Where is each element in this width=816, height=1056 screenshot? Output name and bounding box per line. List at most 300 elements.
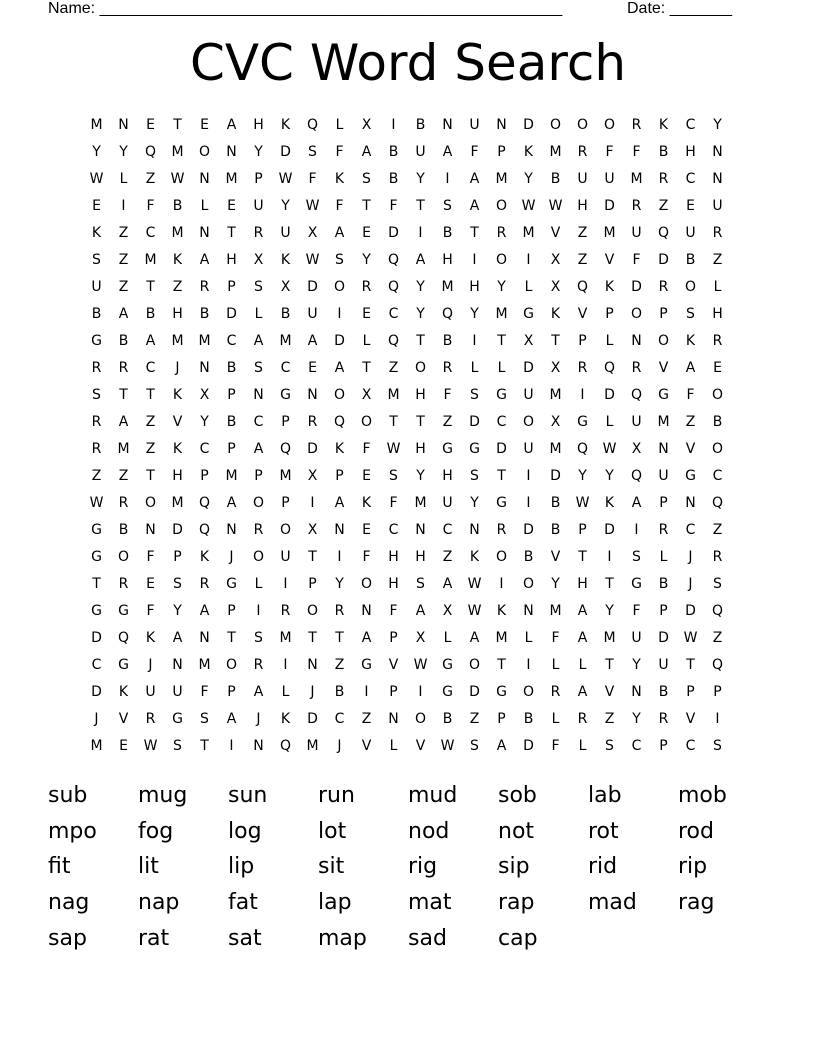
grid-letter[interactable]: K [172, 440, 183, 457]
grid-letter[interactable]: Z [442, 548, 453, 565]
grid-letter[interactable]: O [306, 602, 319, 619]
grid-letter[interactable]: R [118, 359, 129, 376]
grid-letter[interactable]: C [226, 332, 237, 349]
grid-letter[interactable]: X [415, 629, 426, 646]
grid-letter[interactable]: H [415, 386, 426, 403]
grid-letter[interactable]: K [172, 251, 183, 268]
grid-letter[interactable]: L [713, 278, 722, 295]
grid-letter[interactable]: D [307, 710, 318, 727]
grid-letter[interactable]: A [442, 143, 453, 160]
grid-letter[interactable]: D [307, 278, 318, 295]
grid-letter[interactable]: A [253, 440, 264, 457]
grid-letter[interactable]: Z [577, 224, 588, 241]
grid-letter[interactable]: B [334, 683, 345, 700]
grid-letter[interactable]: S [605, 737, 614, 754]
grid-letter[interactable]: H [172, 305, 183, 322]
grid-letter[interactable]: O [711, 386, 724, 403]
grid-letter[interactable]: A [145, 332, 156, 349]
grid-letter[interactable]: K [469, 548, 480, 565]
grid-letter[interactable]: F [632, 602, 641, 619]
grid-letter[interactable]: M [171, 143, 184, 160]
grid-letter[interactable]: Q [441, 305, 454, 322]
grid-letter[interactable]: W [440, 737, 455, 754]
grid-letter[interactable]: P [497, 143, 506, 160]
grid-letter[interactable]: S [443, 197, 452, 214]
grid-letter[interactable]: N [172, 656, 183, 673]
grid-letter[interactable]: R [280, 602, 291, 619]
grid-letter[interactable]: P [686, 683, 695, 700]
grid-letter[interactable]: M [603, 224, 616, 241]
grid-letter[interactable]: O [576, 116, 589, 133]
grid-letter[interactable]: H [226, 251, 237, 268]
grid-letter[interactable]: F [362, 440, 371, 457]
grid-letter[interactable]: O [360, 413, 373, 430]
grid-letter[interactable]: Z [91, 467, 102, 484]
grid-letter[interactable]: R [199, 575, 210, 592]
grid-letter[interactable]: T [227, 629, 236, 646]
grid-letter[interactable]: D [280, 143, 291, 160]
grid-letter[interactable]: B [199, 305, 210, 322]
grid-letter[interactable]: F [389, 197, 398, 214]
grid-letter[interactable]: A [334, 494, 345, 511]
grid-letter[interactable]: A [496, 737, 507, 754]
grid-letter[interactable]: F [551, 737, 560, 754]
grid-letter[interactable]: U [280, 548, 291, 565]
grid-letter[interactable]: D [334, 332, 345, 349]
grid-letter[interactable]: O [603, 116, 616, 133]
grid-letter[interactable]: M [171, 332, 184, 349]
grid-letter[interactable]: B [658, 143, 669, 160]
grid-letter[interactable]: E [119, 737, 128, 754]
grid-letter[interactable]: T [416, 197, 425, 214]
grid-letter[interactable]: N [712, 143, 723, 160]
grid-letter[interactable]: Y [632, 656, 641, 673]
grid-letter[interactable]: S [335, 251, 344, 268]
grid-letter[interactable]: Z [172, 278, 183, 295]
grid-letter[interactable]: E [146, 575, 155, 592]
grid-letter[interactable]: C [91, 656, 102, 673]
grid-letter[interactable]: S [92, 386, 101, 403]
grid-letter[interactable]: K [685, 332, 696, 349]
grid-letter[interactable]: H [415, 440, 426, 457]
grid-letter[interactable]: O [522, 683, 535, 700]
grid-letter[interactable]: T [146, 467, 155, 484]
grid-letter[interactable]: N [631, 683, 642, 700]
grid-letter[interactable]: M [441, 278, 454, 295]
grid-letter[interactable]: B [415, 116, 426, 133]
grid-letter[interactable]: I [283, 656, 288, 673]
grid-letter[interactable]: E [146, 116, 155, 133]
grid-letter[interactable]: O [468, 656, 481, 673]
grid-letter[interactable]: Y [254, 143, 263, 160]
grid-letter[interactable]: C [334, 710, 345, 727]
grid-letter[interactable]: D [496, 440, 507, 457]
grid-letter[interactable]: Q [387, 332, 400, 349]
grid-letter[interactable]: P [227, 278, 236, 295]
grid-letter[interactable]: R [577, 143, 588, 160]
grid-letter[interactable]: M [387, 386, 400, 403]
grid-letter[interactable]: G [361, 656, 372, 673]
grid-letter[interactable]: Y [416, 467, 425, 484]
grid-letter[interactable]: L [362, 332, 371, 349]
grid-letter[interactable]: W [548, 197, 563, 214]
grid-letter[interactable]: Y [362, 251, 371, 268]
grid-letter[interactable]: I [607, 548, 612, 565]
grid-letter[interactable]: M [279, 332, 292, 349]
grid-letter[interactable]: N [442, 116, 453, 133]
grid-letter[interactable]: R [631, 197, 642, 214]
grid-letter[interactable]: Q [279, 440, 292, 457]
grid-letter[interactable]: N [712, 170, 723, 187]
grid-letter[interactable]: T [308, 629, 317, 646]
grid-letter[interactable]: L [551, 710, 560, 727]
grid-letter[interactable]: H [712, 305, 723, 322]
grid-letter[interactable]: N [496, 116, 507, 133]
grid-letter[interactable]: W [305, 251, 320, 268]
grid-letter[interactable]: D [523, 116, 534, 133]
grid-letter[interactable]: P [227, 683, 236, 700]
grid-letter[interactable]: R [658, 170, 669, 187]
grid-letter[interactable]: I [418, 683, 423, 700]
grid-letter[interactable]: V [685, 440, 696, 457]
grid-letter[interactable]: A [361, 143, 372, 160]
grid-letter[interactable]: M [495, 629, 508, 646]
grid-letter[interactable]: D [631, 278, 642, 295]
grid-letter[interactable]: H [388, 548, 399, 565]
grid-letter[interactable]: T [389, 413, 398, 430]
grid-letter[interactable]: Y [173, 602, 182, 619]
grid-letter[interactable]: M [603, 629, 616, 646]
grid-letter[interactable]: O [414, 359, 427, 376]
grid-letter[interactable]: H [577, 197, 588, 214]
grid-letter[interactable]: M [171, 224, 184, 241]
grid-letter[interactable]: W [575, 494, 590, 511]
grid-letter[interactable]: H [685, 143, 696, 160]
grid-letter[interactable]: M [549, 386, 562, 403]
grid-letter[interactable]: K [361, 494, 372, 511]
grid-letter[interactable]: U [307, 305, 318, 322]
grid-letter[interactable]: C [253, 413, 264, 430]
grid-letter[interactable]: O [279, 521, 292, 538]
grid-letter[interactable]: L [254, 305, 263, 322]
grid-letter[interactable]: M [90, 737, 103, 754]
grid-letter[interactable]: Z [712, 629, 723, 646]
grid-letter[interactable]: P [173, 548, 182, 565]
grid-letter[interactable]: M [90, 116, 103, 133]
grid-letter[interactable]: U [577, 170, 588, 187]
grid-letter[interactable]: V [361, 737, 372, 754]
grid-letter[interactable]: M [225, 467, 238, 484]
grid-letter[interactable]: M [495, 170, 508, 187]
grid-letter[interactable]: T [119, 386, 128, 403]
grid-letter[interactable]: I [283, 575, 288, 592]
grid-letter[interactable]: Y [470, 305, 479, 322]
grid-letter[interactable]: G [91, 602, 102, 619]
grid-letter[interactable]: G [496, 683, 507, 700]
grid-letter[interactable]: P [254, 467, 263, 484]
grid-letter[interactable]: O [333, 278, 346, 295]
grid-letter[interactable]: B [172, 197, 183, 214]
grid-letter[interactable]: U [631, 224, 642, 241]
grid-letter[interactable]: O [684, 278, 697, 295]
grid-letter[interactable]: G [658, 386, 669, 403]
grid-letter[interactable]: O [495, 197, 508, 214]
grid-letter[interactable]: M [657, 413, 670, 430]
grid-letter[interactable]: T [551, 332, 560, 349]
grid-letter[interactable]: R [658, 278, 669, 295]
grid-letter[interactable]: F [362, 548, 371, 565]
grid-letter[interactable]: W [467, 575, 482, 592]
grid-letter[interactable]: Q [711, 656, 724, 673]
grid-letter[interactable]: I [256, 602, 261, 619]
grid-letter[interactable]: D [550, 467, 561, 484]
grid-letter[interactable]: A [118, 305, 129, 322]
grid-letter[interactable]: L [119, 170, 128, 187]
grid-letter[interactable]: N [226, 521, 237, 538]
grid-letter[interactable]: P [308, 575, 317, 592]
grid-letter[interactable]: F [632, 251, 641, 268]
grid-letter[interactable]: I [364, 683, 369, 700]
grid-letter[interactable]: L [605, 332, 614, 349]
grid-letter[interactable]: M [630, 170, 643, 187]
grid-letter[interactable]: T [173, 116, 182, 133]
grid-letter[interactable]: A [577, 602, 588, 619]
grid-letter[interactable]: Y [416, 278, 425, 295]
grid-letter[interactable]: E [308, 359, 317, 376]
grid-letter[interactable]: Q [711, 494, 724, 511]
grid-letter[interactable]: C [496, 413, 507, 430]
grid-letter[interactable]: F [146, 602, 155, 619]
grid-letter[interactable]: N [145, 521, 156, 538]
grid-letter[interactable]: X [199, 386, 210, 403]
grid-letter[interactable]: T [146, 278, 155, 295]
grid-letter[interactable]: B [442, 224, 453, 241]
grid-letter[interactable]: C [685, 170, 696, 187]
grid-letter[interactable]: I [499, 575, 504, 592]
grid-letter[interactable]: V [388, 656, 399, 673]
grid-letter[interactable]: N [631, 332, 642, 349]
grid-letter[interactable]: H [442, 251, 453, 268]
grid-letter[interactable]: R [712, 332, 723, 349]
grid-letter[interactable]: R [658, 521, 669, 538]
grid-letter[interactable]: Q [576, 440, 589, 457]
grid-letter[interactable]: Z [118, 467, 129, 484]
grid-letter[interactable]: Z [604, 710, 615, 727]
grid-letter[interactable]: L [524, 278, 533, 295]
grid-letter[interactable]: F [335, 143, 344, 160]
grid-letter[interactable]: Z [145, 440, 156, 457]
grid-letter[interactable]: A [577, 629, 588, 646]
grid-letter[interactable]: N [226, 143, 237, 160]
grid-letter[interactable]: I [580, 386, 585, 403]
grid-letter[interactable]: X [631, 440, 642, 457]
grid-letter[interactable]: V [577, 305, 588, 322]
grid-letter[interactable]: X [307, 467, 318, 484]
grid-letter[interactable]: Q [630, 467, 643, 484]
grid-letter[interactable]: U [442, 494, 453, 511]
grid-letter[interactable]: L [578, 737, 587, 754]
grid-letter[interactable]: A [226, 116, 237, 133]
grid-letter[interactable]: G [91, 548, 102, 565]
grid-letter[interactable]: A [199, 251, 210, 268]
date-field-label[interactable]: Date: _______ [627, 0, 732, 17]
grid-letter[interactable]: M [414, 494, 427, 511]
grid-letter[interactable]: K [280, 710, 291, 727]
grid-letter[interactable]: A [118, 413, 129, 430]
grid-letter[interactable]: D [172, 521, 183, 538]
grid-letter[interactable]: T [497, 656, 506, 673]
grid-letter[interactable]: Z [658, 197, 669, 214]
grid-letter[interactable]: M [279, 629, 292, 646]
grid-letter[interactable]: J [688, 575, 693, 592]
grid-letter[interactable]: F [308, 170, 317, 187]
grid-letter[interactable]: N [253, 737, 264, 754]
grid-letter[interactable]: B [550, 170, 561, 187]
grid-letter[interactable]: O [252, 548, 265, 565]
grid-letter[interactable]: F [551, 629, 560, 646]
grid-letter[interactable]: I [337, 305, 342, 322]
grid-letter[interactable]: M [549, 602, 562, 619]
grid-letter[interactable]: S [632, 548, 641, 565]
grid-letter[interactable]: Y [92, 143, 101, 160]
grid-letter[interactable]: P [659, 602, 668, 619]
grid-letter[interactable]: S [470, 386, 479, 403]
grid-letter[interactable]: Q [144, 143, 157, 160]
grid-letter[interactable]: R [496, 521, 507, 538]
grid-letter[interactable]: G [91, 332, 102, 349]
grid-letter[interactable]: Z [469, 710, 480, 727]
grid-letter[interactable]: Y [200, 413, 209, 430]
grid-letter[interactable]: K [496, 602, 507, 619]
grid-letter[interactable]: E [713, 359, 722, 376]
grid-letter[interactable]: K [523, 143, 534, 160]
grid-letter[interactable]: Z [577, 251, 588, 268]
grid-letter[interactable]: W [89, 494, 104, 511]
grid-letter[interactable]: E [362, 305, 371, 322]
grid-letter[interactable]: G [496, 386, 507, 403]
grid-letter[interactable]: R [91, 359, 102, 376]
grid-letter[interactable]: O [711, 440, 724, 457]
grid-letter[interactable]: H [469, 278, 480, 295]
grid-letter[interactable]: Y [605, 602, 614, 619]
grid-letter[interactable]: Y [524, 170, 533, 187]
grid-letter[interactable]: T [497, 332, 506, 349]
grid-letter[interactable]: Q [387, 278, 400, 295]
grid-letter[interactable]: Z [334, 656, 345, 673]
grid-letter[interactable]: B [550, 521, 561, 538]
grid-letter[interactable]: C [442, 521, 453, 538]
grid-letter[interactable]: W [467, 602, 482, 619]
grid-letter[interactable]: H [415, 548, 426, 565]
grid-letter[interactable]: C [388, 521, 399, 538]
grid-letter[interactable]: E [362, 467, 371, 484]
grid-letter[interactable]: B [388, 170, 399, 187]
grid-letter[interactable]: W [143, 737, 158, 754]
grid-letter[interactable]: J [256, 710, 261, 727]
grid-letter[interactable]: L [605, 413, 614, 430]
grid-letter[interactable]: A [631, 494, 642, 511]
grid-letter[interactable]: K [199, 548, 210, 565]
grid-letter[interactable]: W [305, 197, 320, 214]
grid-letter[interactable]: L [578, 656, 587, 673]
grid-letter[interactable]: Z [361, 710, 372, 727]
grid-letter[interactable]: X [307, 224, 318, 241]
grid-letter[interactable]: P [605, 305, 614, 322]
grid-letter[interactable]: Z [145, 413, 156, 430]
grid-letter[interactable]: G [442, 683, 453, 700]
grid-letter[interactable]: A [172, 629, 183, 646]
grid-letter[interactable]: Q [198, 521, 211, 538]
grid-letter[interactable]: A [442, 575, 453, 592]
grid-letter[interactable]: P [227, 440, 236, 457]
grid-letter[interactable]: Z [145, 170, 156, 187]
grid-letter[interactable]: G [442, 440, 453, 457]
grid-letter[interactable]: L [659, 548, 668, 565]
grid-letter[interactable]: O [333, 386, 346, 403]
grid-letter[interactable]: W [386, 440, 401, 457]
grid-letter[interactable]: S [362, 170, 371, 187]
grid-letter[interactable]: T [497, 467, 506, 484]
grid-letter[interactable]: V [658, 359, 669, 376]
grid-letter[interactable]: Q [117, 629, 130, 646]
grid-letter[interactable]: B [442, 332, 453, 349]
grid-letter[interactable]: W [602, 440, 617, 457]
grid-letter[interactable]: Q [630, 386, 643, 403]
grid-letter[interactable]: G [577, 413, 588, 430]
grid-letter[interactable]: U [523, 386, 534, 403]
grid-letter[interactable]: U [145, 683, 156, 700]
grid-letter[interactable]: R [577, 710, 588, 727]
grid-letter[interactable]: R [550, 683, 561, 700]
grid-letter[interactable]: I [445, 170, 450, 187]
grid-letter[interactable]: C [685, 116, 696, 133]
grid-letter[interactable]: V [604, 683, 615, 700]
grid-letter[interactable]: G [496, 494, 507, 511]
grid-letter[interactable]: I [472, 251, 477, 268]
grid-letter[interactable]: U [172, 683, 183, 700]
grid-letter[interactable]: T [578, 548, 587, 565]
grid-letter[interactable]: G [118, 656, 129, 673]
grid-letter[interactable]: F [632, 143, 641, 160]
grid-letter[interactable]: K [91, 224, 102, 241]
grid-letter[interactable]: U [604, 170, 615, 187]
grid-letter[interactable]: N [307, 386, 318, 403]
grid-letter[interactable]: I [526, 494, 531, 511]
grid-letter[interactable]: L [551, 656, 560, 673]
grid-letter[interactable]: S [470, 737, 479, 754]
grid-letter[interactable]: E [362, 224, 371, 241]
grid-letter[interactable]: U [658, 656, 669, 673]
grid-letter[interactable]: W [170, 170, 185, 187]
grid-letter[interactable]: C [685, 521, 696, 538]
grid-letter[interactable]: K [550, 305, 561, 322]
grid-letter[interactable]: G [226, 575, 237, 592]
grid-letter[interactable]: Q [711, 602, 724, 619]
grid-letter[interactable]: W [278, 170, 293, 187]
grid-letter[interactable]: S [173, 737, 182, 754]
grid-letter[interactable]: M [279, 467, 292, 484]
grid-letter[interactable]: A [685, 359, 696, 376]
grid-letter[interactable]: X [307, 521, 318, 538]
grid-letter[interactable]: P [335, 467, 344, 484]
grid-letter[interactable]: B [280, 305, 291, 322]
grid-letter[interactable]: Y [416, 305, 425, 322]
grid-letter[interactable]: I [418, 224, 423, 241]
grid-letter[interactable]: C [631, 737, 642, 754]
grid-letter[interactable]: X [550, 251, 561, 268]
grid-letter[interactable]: B [91, 305, 102, 322]
grid-letter[interactable]: P [659, 737, 668, 754]
